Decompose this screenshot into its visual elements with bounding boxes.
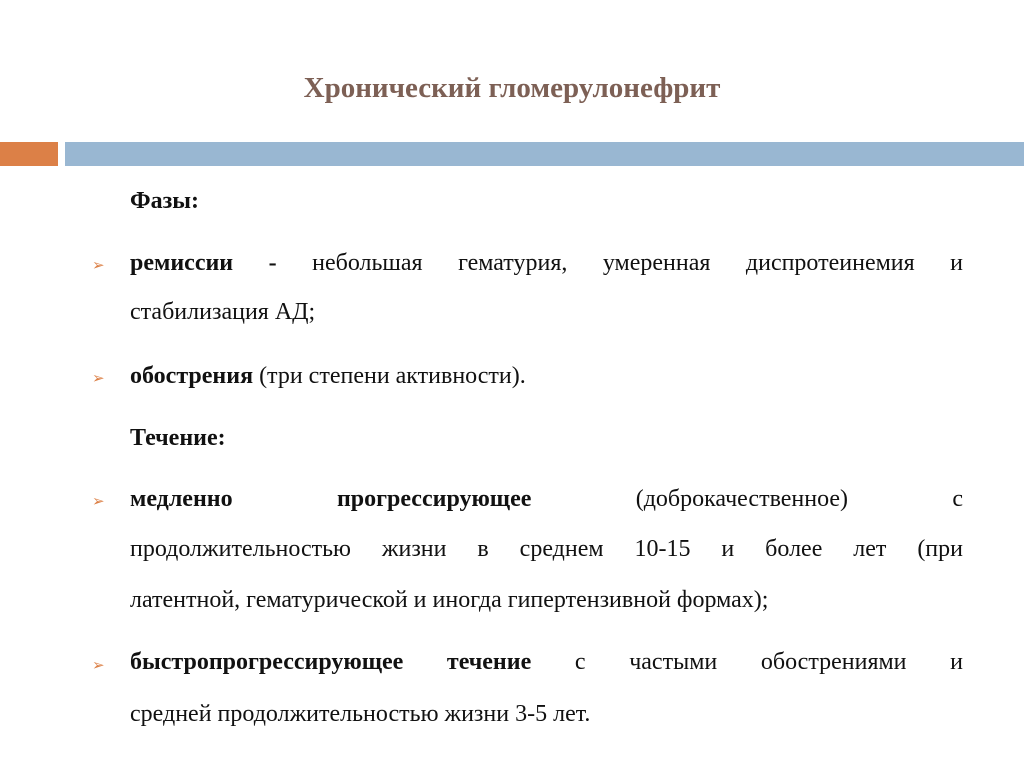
list-item-line: латентной, гематурической и иногда гипертензивной формах); xyxy=(130,587,769,613)
slide-title: Хронический гломерулонефрит xyxy=(303,72,721,104)
phase-remission-term: ремиссии - xyxy=(130,250,277,276)
course-slow-term-2: прогрессирующее xyxy=(336,486,532,512)
list-item-line: стабилизация АД; xyxy=(130,299,316,325)
course-rapid-text: с частыми обострениями и xyxy=(574,649,963,675)
list-item-line xyxy=(130,484,963,514)
course-slow-term-1: медленно xyxy=(130,486,233,512)
phase-exacerbation-term: обострения xyxy=(130,363,254,389)
phase-remission-text: небольшая гематурия, умеренная диспротеинемия и xyxy=(312,250,963,276)
list-item-line xyxy=(130,248,963,278)
list-item-line xyxy=(130,647,963,677)
course-rapid-term: быстропрогрессирующее течение xyxy=(130,649,532,675)
arrow-bullet-icon: ➢ xyxy=(92,369,105,387)
course-heading: Течение: xyxy=(130,425,226,451)
list-item-line: средней продолжительностью жизни 3-5 лет. xyxy=(130,701,591,727)
arrow-bullet-icon: ➢ xyxy=(92,492,105,510)
phases-heading: Фазы: xyxy=(130,188,199,214)
phase-exacerbation-text: (три степени активности). xyxy=(253,363,526,389)
arrow-bullet-icon: ➢ xyxy=(92,656,105,674)
list-item-line: продолжительностью жизни в среднем 10-15 и более лет (при xyxy=(130,536,963,562)
course-slow-text: (доброкачественное) xyxy=(635,486,849,512)
course-slow-text-end: с xyxy=(952,486,963,512)
list-item-line xyxy=(130,361,963,391)
arrow-bullet-icon: ➢ xyxy=(92,256,105,274)
